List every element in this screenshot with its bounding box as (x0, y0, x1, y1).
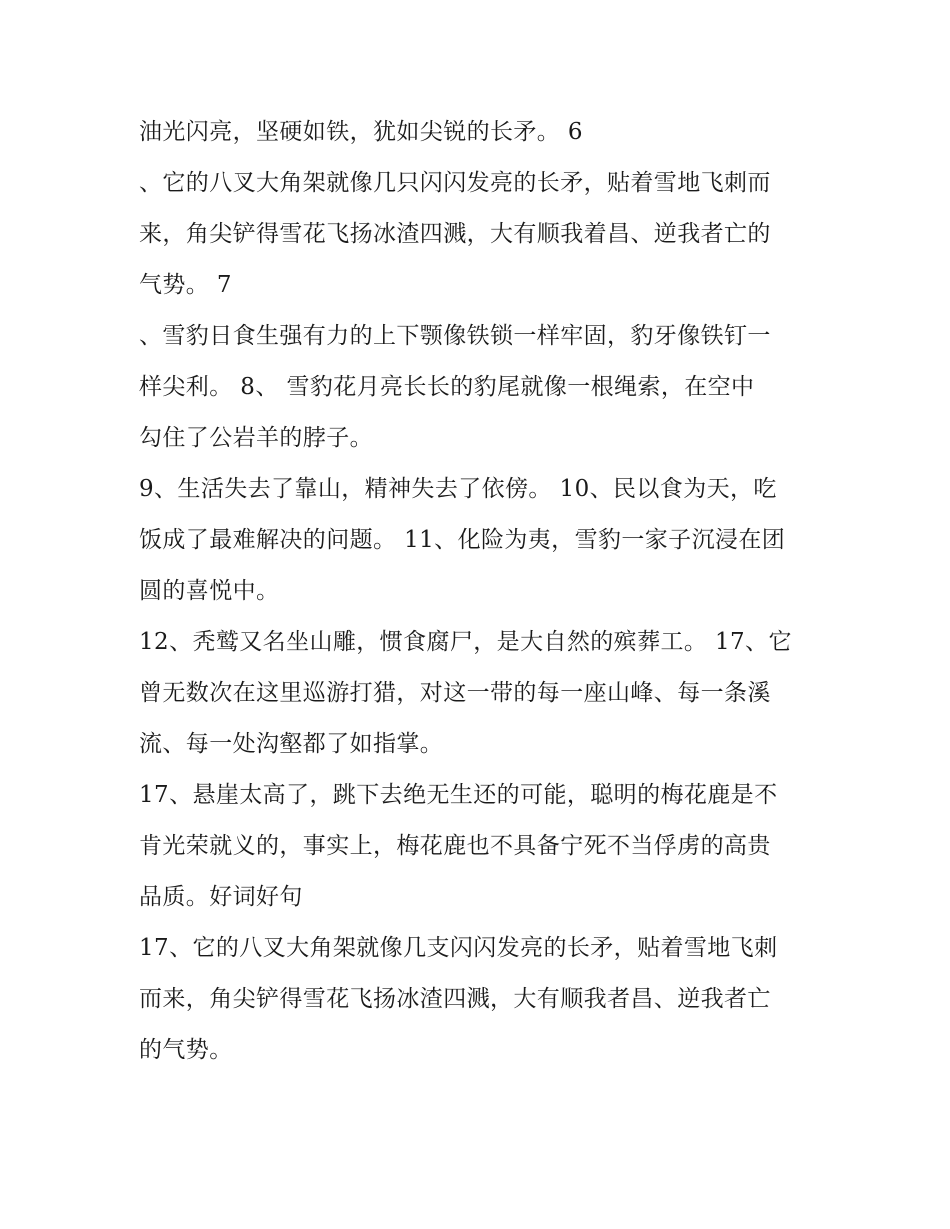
text-line: 的气势。 (139, 1037, 233, 1063)
text-line: 流、每一处沟壑都了如指掌。 (139, 731, 444, 757)
text-line: 来，角尖铲得雪花飞扬冰渣四溅，大有顺我着昌、逆我者亡的 (139, 221, 771, 247)
text-line: 品质。好词好句 (139, 884, 303, 910)
text-line: 17、它的八叉大角架就像几支闪闪发亮的长矛，贴着雪地飞刺 (139, 935, 778, 961)
text-line: 而来，角尖铲得雪花飞扬冰渣四溅，大有顺我者昌、逆我者亡 (139, 986, 771, 1012)
text-line: 、雪豹日食生强有力的上下颚像铁锁一样牢固，豹牙像铁钉一 (139, 323, 771, 349)
text-line: 、它的八叉大角架就像几只闪闪发亮的长矛，贴着雪地飞刺而 (139, 170, 771, 196)
text-line: 样尖利。 8、 雪豹花月亮长长的豹尾就像一根绳索，在空中 (139, 374, 755, 400)
text-line: 肯光荣就义的，事实上，梅花鹿也不具备宁死不当俘虏的高贵 (139, 833, 771, 859)
text-line: 17、悬崖太高了，跳下去绝无生还的可能，聪明的梅花鹿是不 (139, 782, 778, 808)
text-line: 曾无数次在这里巡游打猎，对这一带的每一座山峰、每一条溪 (139, 680, 771, 706)
text-line: 12、秃鹫又名坐山雕，惯食腐尸，是大自然的殡葬工。 17、它 (139, 629, 792, 655)
text-line: 9、生活失去了靠山，精神失去了依傍。 10、民以食为天，吃 (139, 476, 777, 502)
text-line: 饭成了最难解决的问题。 11、化险为夷，雪豹一家子沉浸在团 (139, 527, 786, 553)
text-line: 油光闪亮，坚硬如铁，犹如尖锐的长矛。 6 (139, 119, 583, 145)
text-line: 气势。 7 (139, 272, 232, 298)
text-line: 圆的喜悦中。 (139, 578, 280, 604)
document-body (139, 107, 829, 1076)
text-line: 勾住了公岩羊的脖子。 (139, 425, 373, 451)
